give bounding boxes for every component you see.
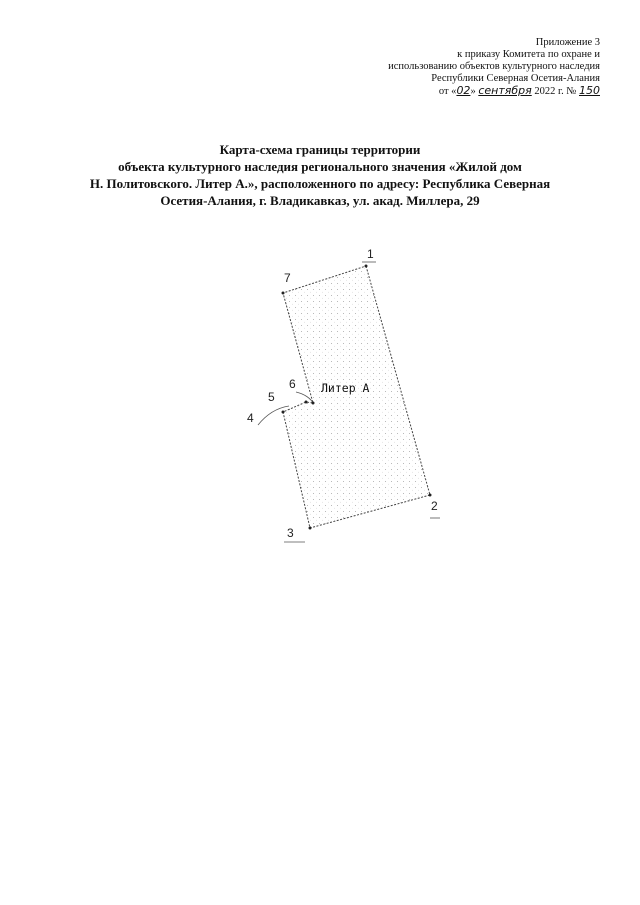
vertex-4	[282, 411, 285, 414]
date-mid: »	[470, 86, 479, 97]
handwritten-day: 02	[456, 84, 471, 97]
handwritten-number: 150	[579, 84, 600, 97]
appendix-line-4: Республики Северная Осетия-Алания	[431, 73, 600, 84]
vertex-1	[365, 265, 368, 268]
point-label-2: 2	[431, 499, 438, 513]
vertex-6	[312, 402, 315, 405]
point-label-5: 5	[268, 390, 275, 404]
title-line-1: Карта-схема границы территории	[219, 142, 421, 157]
vertex-2	[429, 494, 432, 497]
title-line-4: Осетия-Алания, г. Владикавказ, ул. акад. Миллера, 29	[160, 193, 480, 208]
appendix-line-1: Приложение 3	[535, 37, 600, 48]
title-line-3: Н. Политовского. Литер А.», расположенного по адресу: Республика Северная	[89, 176, 551, 191]
point-label-3: 3	[287, 526, 294, 540]
building-label: Литер А	[321, 381, 370, 395]
vertex-3	[309, 527, 312, 530]
date-year: 2022 г. №	[531, 86, 579, 97]
appendix-line-3: использованию объектов культурного наследия	[388, 61, 600, 72]
territory-boundary	[283, 266, 430, 528]
point-label-4: 4	[247, 411, 254, 425]
point-label-7: 7	[284, 271, 291, 285]
point-label-1: 1	[367, 247, 374, 261]
appendix-line-2: к приказу Комитета по охране и	[457, 49, 600, 60]
date-prefix: от «	[438, 86, 457, 97]
title-line-2: объекта культурного наследия регионального значения «Жилой дом	[118, 159, 522, 174]
vertex-5	[305, 401, 308, 404]
point-label-6: 6	[289, 377, 296, 391]
handwritten-month: сентября	[478, 84, 532, 97]
vertex-7	[282, 292, 285, 295]
